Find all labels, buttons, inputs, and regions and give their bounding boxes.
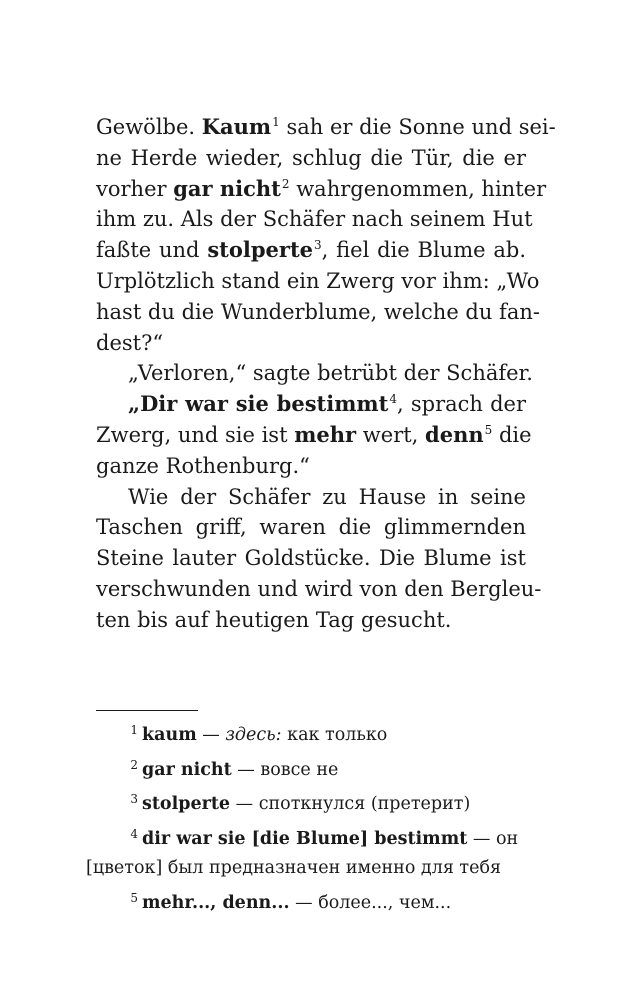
glossed-word: mehr <box>294 421 357 447</box>
text-line: verschwunden und wird von den Bergleu- <box>96 576 542 601</box>
footnote-term: gar nicht <box>142 759 232 780</box>
text-line: faßte und stolperte$^3$, fiel die Blume ab. <box>96 237 526 263</box>
text-line: ihm zu. Als der Schäfer nach seinem Hut <box>96 207 533 232</box>
footnote-term: mehr..., denn... <box>142 892 290 913</box>
glossed-word: Kaum <box>201 114 272 139</box>
footnote-term: dir war sie [die Blume] bestimmt <box>142 828 468 849</box>
footnote-number: 2 <box>130 757 138 772</box>
footnotes <box>86 716 526 918</box>
text-line: Zwerg, und sie ist mehr wert, denn$^5$ die <box>96 421 532 447</box>
text-line: Steine lauter Goldstücke. Die Blume ist <box>96 546 526 571</box>
footnote-number: 5 <box>130 890 138 905</box>
text-line: Gewölbe. Kaum$^1$ sah er die Sonne und sei- <box>96 114 556 139</box>
text-line: ne Herde wieder, schlug die Tür, die er <box>96 145 526 170</box>
main-text <box>96 112 556 636</box>
text-line: „Dir war sie bestimmt$^4$, sprach der <box>128 391 526 417</box>
glossed-word: stolperte <box>207 237 314 263</box>
text-line: Taschen griff, waren die glimmernden <box>96 515 526 540</box>
footnote-term: kaum <box>142 725 197 745</box>
footnote-ref: 5 <box>484 422 493 437</box>
text-line: hast du die Wunderblume, welche du fan- <box>96 299 540 324</box>
text-line: vorher gar nicht$^2$ wahrgenommen, hinter <box>96 175 547 201</box>
footnote: 4 dir war sie [die Blume] bestimmt — он <box>96 820 526 855</box>
footnote-number: 4 <box>130 826 138 841</box>
glossed-word: denn <box>425 421 484 447</box>
footnote: 5 mehr..., denn... — более..., чем... <box>96 884 526 919</box>
text-line: dest?“ <box>96 330 164 355</box>
footnote-label: здесь: <box>225 725 282 745</box>
footnote-term: stolperte <box>142 794 231 814</box>
footnote-separator <box>96 710 198 711</box>
footnote: 1 kaum — здесь: как только <box>96 716 526 751</box>
footnote-ref: 4 <box>389 392 397 407</box>
glossed-word: gar nicht <box>173 175 281 201</box>
footnote-number: 3 <box>130 792 138 806</box>
footnote-ref: 2 <box>281 176 290 191</box>
text-line: Urplötzlich stand ein Zwerg vor ihm: „Wo <box>96 268 540 293</box>
footnote-number: 1 <box>130 723 138 737</box>
footnote-continuation: [цветок] был предназначен именно для тебя <box>86 858 502 878</box>
footnote-ref: 1 <box>272 115 280 129</box>
glossed-word: „Dir war sie bestimmt <box>128 391 389 417</box>
text-line: ten bis auf heutigen Tag gesucht. <box>96 607 452 632</box>
footnote-ref: 3 <box>314 238 322 253</box>
text-line: „Verloren,“ sagte betrübt der Schäfer. <box>128 361 533 386</box>
text-line: Wie der Schäfer zu Hause in seine <box>128 484 526 509</box>
footnote: 3 stolperte — споткнулся (претерит) <box>96 785 526 820</box>
text-line: ganze Rothenburg.“ <box>96 453 310 478</box>
footnote: 2 gar nicht — вовсе не <box>96 751 526 786</box>
